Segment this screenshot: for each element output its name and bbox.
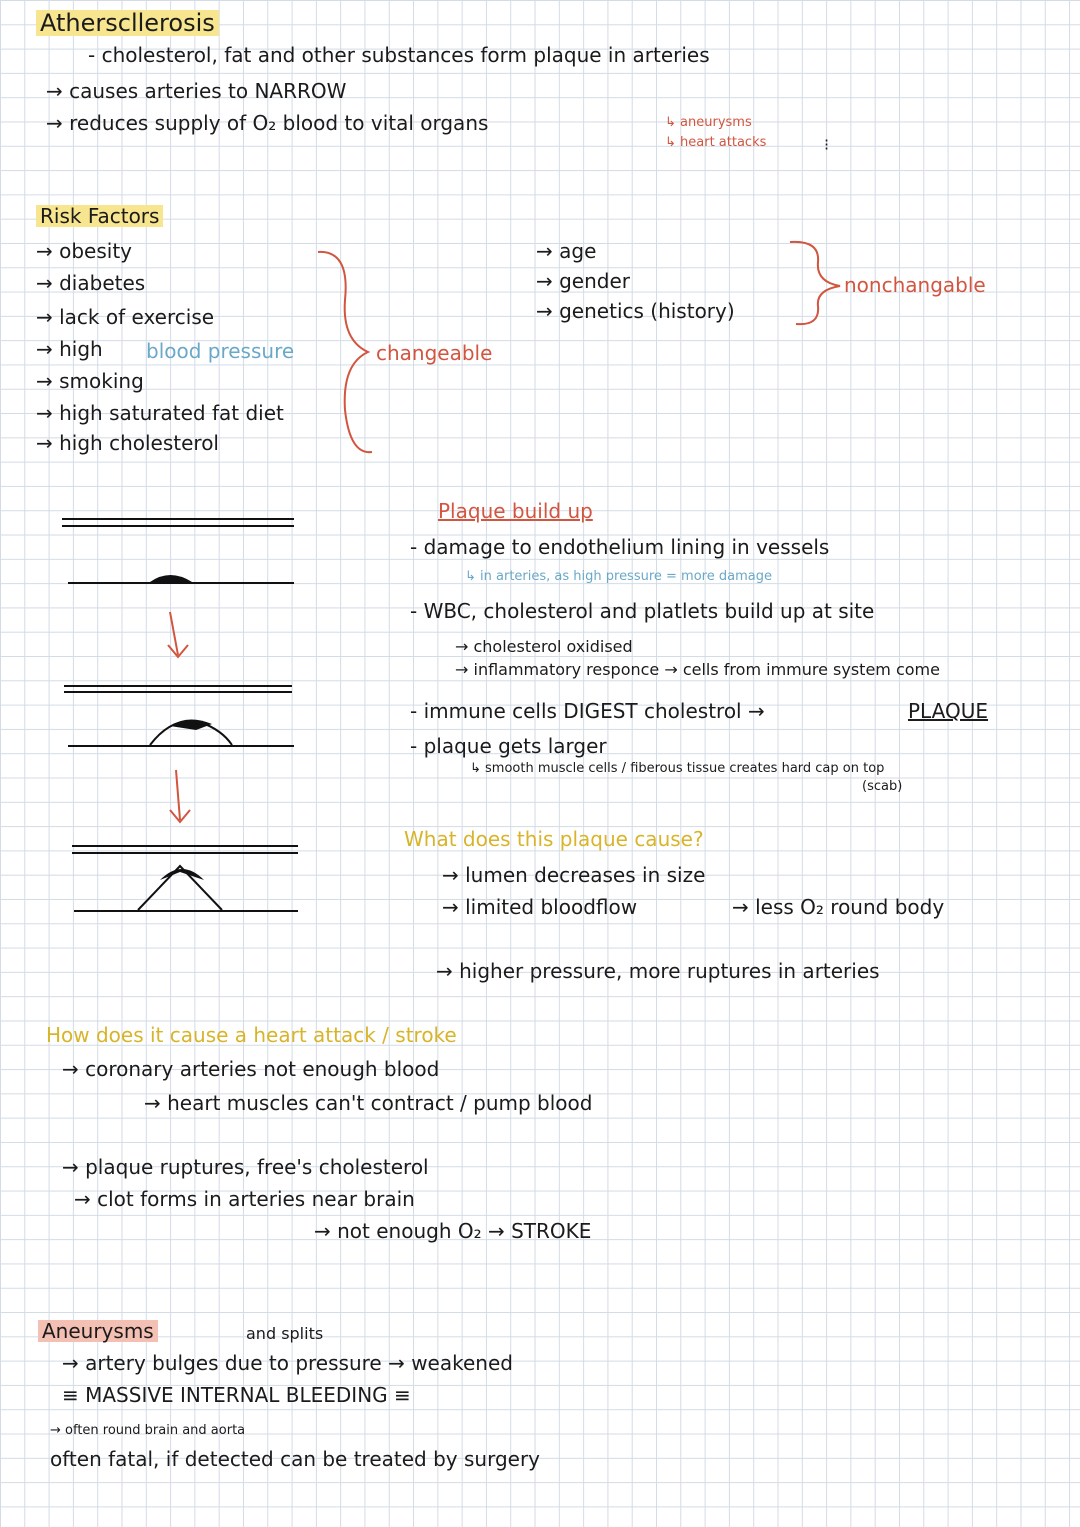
note-mark: ⁝ xyxy=(824,135,830,154)
ath-line-1: - cholesterol, fat and other substances form plaque in arteries xyxy=(88,43,710,67)
ath-line-2: → causes arteries to NARROW xyxy=(46,79,347,103)
cause-bloodflow: → limited bloodflow xyxy=(442,895,638,919)
plaque-p4-note2: (scab) xyxy=(862,779,903,794)
heart-attack-title: How does it cause a heart attack / stroke xyxy=(46,1023,457,1047)
heart-h3: → plaque ruptures, free's cholesterol xyxy=(62,1155,429,1179)
risk-sat-fat: → high saturated fat diet xyxy=(36,401,284,425)
plaque-p4: - plaque gets larger xyxy=(410,734,607,758)
page-title: Atherscllerosis xyxy=(36,10,219,36)
ath-line-3: → reduces supply of O₂ blood to vital organs xyxy=(46,111,489,135)
risk-gender: → gender xyxy=(536,269,631,293)
aneurysms-insert: and splits xyxy=(246,1324,324,1343)
heart-attacks-note: ↳ heart attacks xyxy=(665,135,767,150)
risk-exercise: → lack of exercise xyxy=(36,305,215,329)
plaque-p1: - damage to endothelium lining in vessels xyxy=(410,535,830,559)
risk-age: → age xyxy=(536,239,597,263)
plaque-p1-note: ↳ in arteries, as high pressure = more damage xyxy=(465,569,772,584)
risk-factors-title: Risk Factors xyxy=(36,205,163,227)
plaque-p3: - immune cells DIGEST cholestrol → xyxy=(410,699,765,723)
aneurysms-note: ↳ aneurysms xyxy=(665,115,752,130)
plaque-p2b: → inflammatory responce → cells from immure system come xyxy=(455,660,940,679)
heart-h5: → not enough O₂ → STROKE xyxy=(314,1219,592,1243)
risk-genetics: → genetics (history) xyxy=(536,299,735,323)
plaque-p2: - WBC, cholesterol and platlets build up at site xyxy=(410,599,875,623)
aneurysms-a1: → artery bulges due to pressure → weakened xyxy=(62,1351,513,1375)
plaque-buildup-title: Plaque build up xyxy=(438,499,593,523)
heart-h1: → coronary arteries not enough blood xyxy=(62,1057,440,1081)
plaque-result: PLAQUE xyxy=(908,699,989,723)
cause-less-o2: → less O₂ round body xyxy=(732,895,945,919)
plaque-p4-note: ↳ smooth muscle cells / fiberous tissue creates hard cap on top xyxy=(470,761,885,776)
risk-high-bp: → high xyxy=(36,337,103,361)
risk-obesity: → obesity xyxy=(36,239,133,263)
aneurysms-title: Aneurysms xyxy=(38,1320,158,1342)
aneurysms-a4: often fatal, if detected can be treated by surgery xyxy=(50,1447,541,1471)
risk-blood-pressure: blood pressure xyxy=(146,339,295,363)
nonchangeable-label: nonchangable xyxy=(844,273,986,297)
aneurysms-a3: → often round brain and aorta xyxy=(50,1423,246,1438)
heart-h4: → clot forms in arteries near brain xyxy=(74,1187,415,1211)
aneurysms-a2: ≡ MASSIVE INTERNAL BLEEDING ≡ xyxy=(62,1383,411,1407)
risk-cholesterol: → high cholesterol xyxy=(36,431,219,455)
risk-diabetes: → diabetes xyxy=(36,271,146,295)
cause-pressure: → higher pressure, more ruptures in arteries xyxy=(436,959,880,983)
cause-lumen: → lumen decreases in size xyxy=(442,863,706,887)
plaque-p2a: → cholesterol oxidised xyxy=(455,637,633,656)
risk-smoking: → smoking xyxy=(36,369,144,393)
heart-h2: → heart muscles can't contract / pump blood xyxy=(144,1091,593,1115)
plaque-cause-title: What does this plaque cause? xyxy=(404,827,704,851)
changeable-label: changeable xyxy=(376,341,493,365)
